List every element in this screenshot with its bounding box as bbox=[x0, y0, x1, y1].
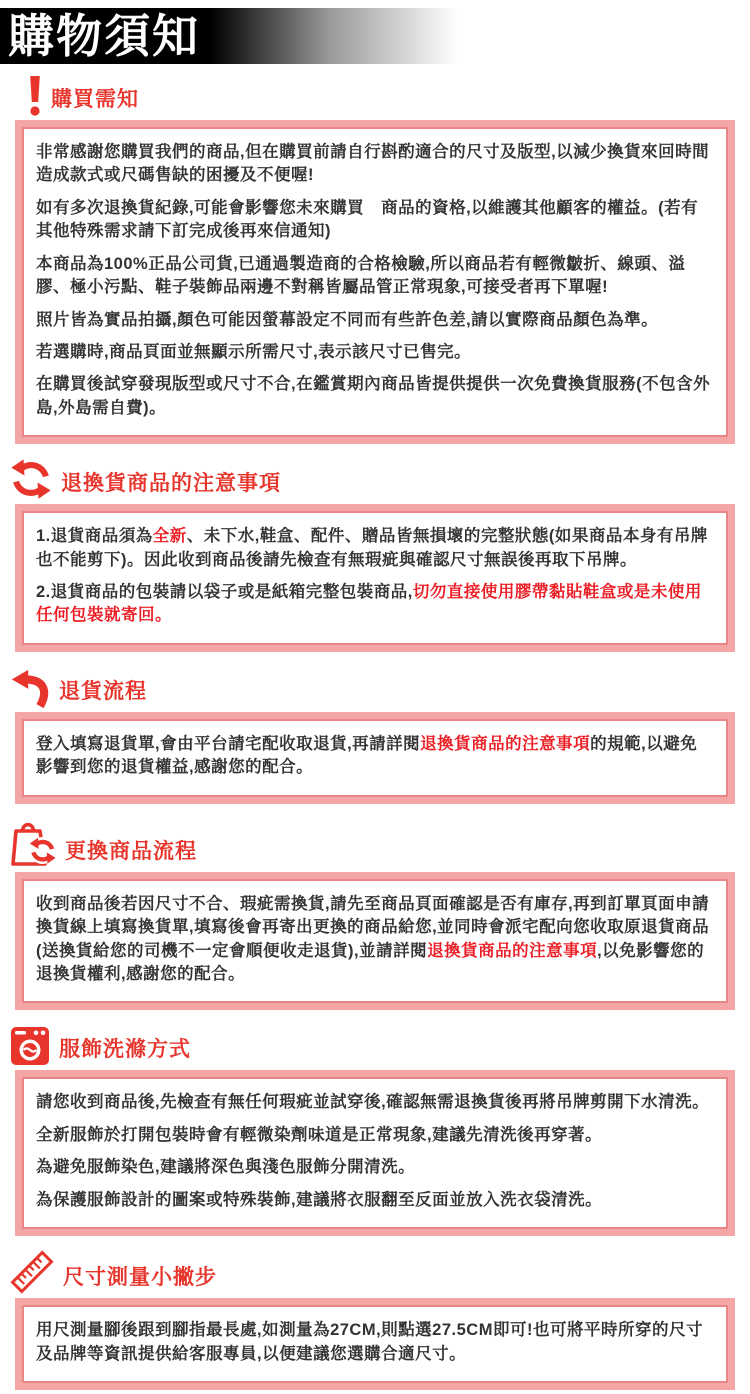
text-run: 照片皆為實品拍攝,顏色可能因螢幕設定不同而有些許色差,請以實際商品顏色為準。 bbox=[36, 310, 659, 329]
page-title: 購物須知 bbox=[8, 10, 200, 62]
paragraph bbox=[36, 1156, 714, 1179]
text-run: 若選購時,商品頁面並無顯示所需尺寸,表示該尺寸已售完。 bbox=[36, 342, 472, 361]
section-header-sizing-tips bbox=[10, 1250, 750, 1294]
paragraph bbox=[36, 1124, 714, 1147]
section-purchase-notice bbox=[0, 74, 750, 444]
text-run: 為避免服飾染色,建議將深色與淺色服飾分開清洗。 bbox=[36, 1158, 416, 1177]
text-run: 用尺測量腳後跟到腳指最長處,如測量為27CM,則點選27.5CM即可!也可將平時所穿的尺寸及品牌等資訊提供給客服專員,以便建議您選購合適尺寸。 bbox=[36, 1321, 703, 1363]
notice-box-washing bbox=[15, 1070, 735, 1236]
section-title: 更換商品流程 bbox=[65, 839, 197, 863]
text-run: ,以免影響您的退換貨權利,感謝您的配合。 bbox=[36, 941, 705, 984]
paragraph bbox=[36, 1189, 714, 1212]
paragraph bbox=[36, 309, 714, 332]
page-banner bbox=[0, 8, 458, 64]
washing-machine-icon bbox=[10, 1026, 50, 1066]
section-header-return-exchange bbox=[10, 458, 750, 500]
text-run: 登入填寫退貨單,會由平台請宅配收取退貨,再請詳閱 bbox=[36, 734, 421, 753]
notice-box-return-notes bbox=[15, 504, 735, 652]
section-header-washing bbox=[10, 1024, 750, 1066]
paragraph bbox=[36, 341, 714, 364]
section-return-process bbox=[0, 666, 750, 804]
text-run: 非常感謝您購買我們的商品,但在購買前請自行斟酌適合的尺寸及版型,以減少換貨來回時間造成款式或尺碼售缺的困擾及不便喔! bbox=[36, 143, 710, 185]
section-sizing-tips bbox=[0, 1250, 750, 1390]
section-header-purchase-notice bbox=[28, 74, 750, 116]
section-title: 尺寸測量小撇步 bbox=[63, 1266, 217, 1290]
text-run: 請您收到商品後,先檢查有無任何瑕疵並試穿後,確認無需退換貨後再將吊牌剪開下水清洗。 bbox=[36, 1093, 710, 1112]
emphasis-text: 全新 bbox=[152, 527, 187, 546]
text-run: 如有多次退換貨紀錄,可能會影響您未來購買 商品的資格,以維護其他顧客的權益。(若有其他特殊需求請下訂完成後再來信通知) bbox=[36, 198, 699, 241]
paragraph bbox=[36, 197, 714, 244]
text-run: 為保護服飾設計的圖案或特殊裝飾,建議將衣服翻至反面並放入洗衣袋清洗。 bbox=[36, 1190, 603, 1209]
section-title: 服飾洗滌方式 bbox=[59, 1038, 191, 1062]
recycle-icon bbox=[10, 458, 52, 500]
text-run: 收到商品後若因尺寸不合、瑕疵需換貨,請先至商品頁面確認是否有庫存,再到訂單頁面申請換貨線上填寫換貨單,填寫後會再寄出更換的商品給您,並同時會派宅配向您收取原退貨商品(送換貨給您的司機不一定會順便收走退貨),並請詳閱 bbox=[36, 894, 710, 960]
section-title: 購買需知 bbox=[51, 88, 139, 111]
text-run: 2.退貨商品的包裝請以袋子或是紙箱完整包裝商品, bbox=[36, 583, 413, 602]
emphasis-text: 切勿直接使用膠帶黏貼鞋盒或是未使用任何包裝就寄回。 bbox=[36, 583, 702, 625]
text-run: 的規範,以避免影響到您的退貨權益,感謝您的配合。 bbox=[36, 734, 698, 777]
section-title: 退貨流程 bbox=[59, 679, 147, 703]
paragraph bbox=[36, 893, 714, 987]
emphasis-text: 退換貨商品的注意事項 bbox=[427, 941, 598, 960]
paragraph bbox=[36, 733, 714, 780]
emphasis-text: 退換貨商品的注意事項 bbox=[420, 734, 591, 753]
ruler-icon bbox=[10, 1250, 54, 1294]
paragraph bbox=[36, 581, 714, 628]
exclamation-icon bbox=[28, 76, 42, 116]
text-run: 全新服飾於打開包裝時會有輕微染劑味道是正常現象,建議先清洗後再穿著。 bbox=[36, 1125, 603, 1144]
notice-box-purchase bbox=[15, 120, 735, 444]
section-header-exchange-process bbox=[10, 818, 750, 868]
paragraph bbox=[36, 253, 714, 300]
section-title: 退換貨商品的注意事項 bbox=[61, 472, 281, 496]
notice-box-return-process bbox=[15, 712, 735, 804]
notice-box-sizing-tips bbox=[15, 1298, 735, 1390]
paragraph bbox=[36, 1319, 714, 1366]
section-washing-instructions bbox=[0, 1024, 750, 1236]
undo-arrow-icon bbox=[10, 668, 50, 708]
section-return-exchange-notes bbox=[0, 458, 750, 652]
section-exchange-process bbox=[0, 818, 750, 1011]
paragraph bbox=[36, 525, 714, 572]
paragraph bbox=[36, 373, 714, 420]
paragraph bbox=[36, 1091, 714, 1114]
paragraph bbox=[36, 141, 714, 188]
text-run: 在購買後試穿發現版型或尺寸不合,在鑑賞期內商品皆提供提供一次免費換貨服務(不包含外島,外島需自費)。 bbox=[36, 375, 711, 417]
text-run: 本商品為100%正品公司貨,已通過製造商的合格檢驗,所以商品若有輕微皺折、線頭、溢膠、極小污點、鞋子裝飾品兩邊不對稱皆屬品管正常現象,可接受者再下單喔! bbox=[36, 254, 686, 297]
bag-swap-icon bbox=[10, 818, 56, 868]
text-run: 、未下水,鞋盒、配件、贈品皆無損壞的完整狀態(如果商品本身有吊牌也不能剪下)。因此收到商品後請先檢查有無瑕疵與確認尺寸無誤後再取下吊牌。 bbox=[36, 527, 708, 569]
text-run: 1.退貨商品須為 bbox=[36, 527, 153, 546]
section-header-return-process bbox=[10, 666, 750, 708]
notice-box-exchange-process bbox=[15, 872, 735, 1011]
